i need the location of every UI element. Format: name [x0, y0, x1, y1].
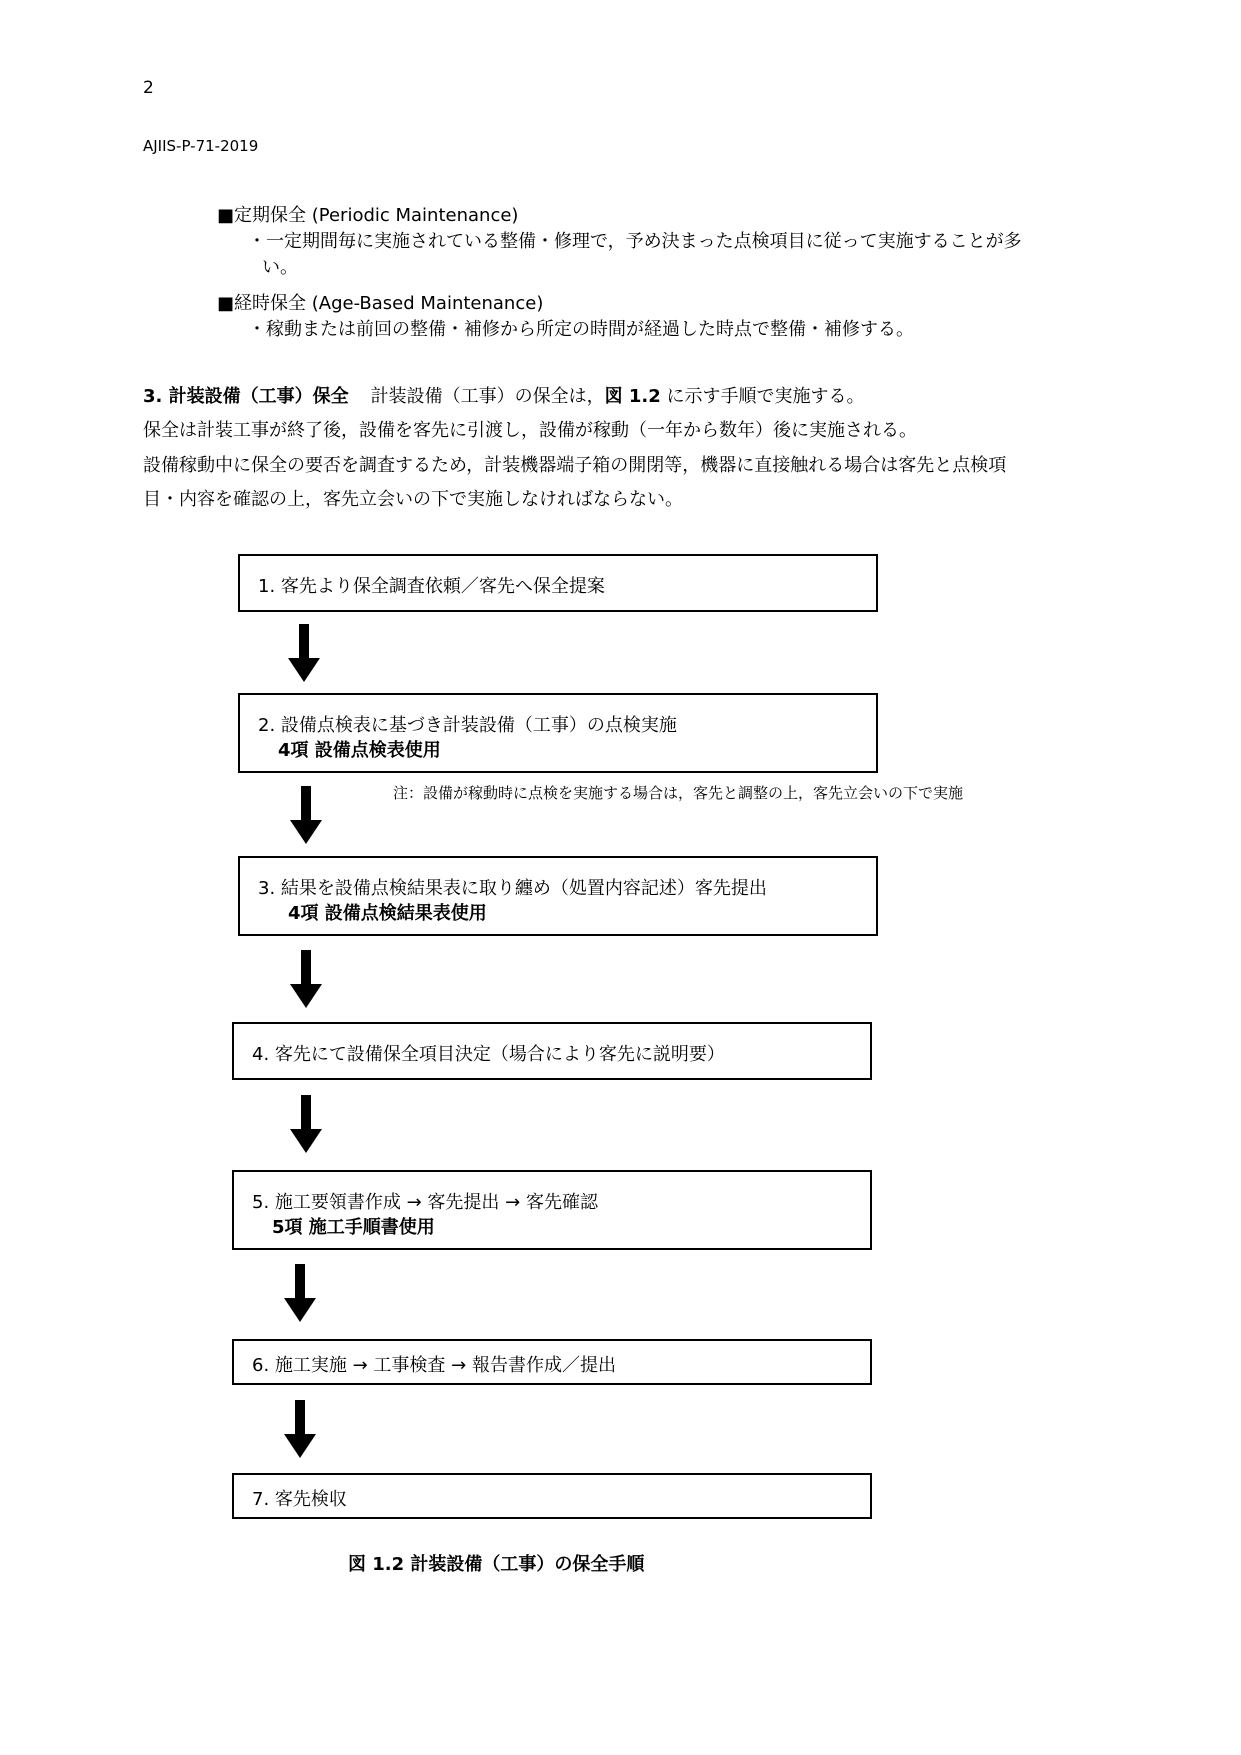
definition-bullet-age-based: ・稼動または前回の整備・補修から所定の時間が経過した時点で整備・補修する。: [248, 319, 914, 340]
flow-step-4-text: 4. 客先にて設備保全項目決定（場合により客先に説明要）: [252, 1044, 725, 1065]
flow-note: 注：設備が稼動時に点検を実施する場合は，客先と調整の上，客先立会いの下で実施: [393, 784, 964, 802]
page-number: 2: [143, 78, 154, 98]
flow-step-1: [238, 554, 878, 612]
section3-paragraph3-line2: 目・内容を確認の上，客先立会いの下で実施しなければならない。: [143, 489, 683, 510]
flow-step-5-text: 5. 施工要領書作成 → 客先提出 → 客先確認: [252, 1192, 598, 1213]
definition-bullet-periodic-line1: ・一定期間毎に実施されている整備・修理で，予め決まった点検項目に従って実施することが多: [248, 231, 1022, 252]
section3-paragraph2: 保全は計装工事が終了後，設備を客先に引渡し，設備が稼動（一年から数年）後に実施される。: [143, 420, 917, 441]
definition-bullet-periodic-line2: い。: [262, 257, 298, 278]
flow-step-2: [238, 693, 878, 773]
figure-reference: 図 1.2: [604, 386, 661, 407]
down-arrow-icon: [280, 1264, 320, 1324]
section3-lead-after: に示す手順で実施する。: [660, 386, 865, 407]
flow-step-7: [232, 1473, 872, 1519]
section3-lead-before: 計装設備（工事）の保全は，: [370, 386, 605, 407]
definition-term-age-based: ■経時保全 (Age-Based Maintenance): [217, 293, 544, 314]
down-arrow-icon: [286, 950, 326, 1010]
section3-lead: [143, 382, 865, 408]
flow-step-7-text: 7. 客先検収: [252, 1489, 347, 1510]
down-arrow-icon: [286, 786, 326, 846]
flow-step-2-text: 2. 設備点検表に基づき計装設備（工事）の点検実施: [258, 715, 677, 736]
flow-step-5-subtext: 5項 施工手順書使用: [272, 1217, 435, 1238]
flow-step-5: [232, 1170, 872, 1250]
flow-step-3: [238, 856, 878, 936]
section3-heading: 3. 計装設備（工事）保全: [143, 386, 349, 407]
flow-step-4: [232, 1022, 872, 1080]
document-id: AJIIS-P-71-2019: [143, 137, 259, 155]
flow-step-3-text: 3. 結果を設備点検結果表に取り纏め（処置内容記述）客先提出: [258, 878, 767, 899]
section3-paragraph3-line1: 設備稼動中に保全の要否を調査するため，計装機器端子箱の開閉等，機器に直接触れる場合は客先と点検項: [143, 455, 1007, 476]
down-arrow-icon: [284, 624, 324, 684]
figure-caption: 図 1.2 計装設備（工事）の保全手順: [348, 1554, 645, 1575]
definition-term-periodic: ■定期保全 (Periodic Maintenance): [217, 205, 519, 226]
down-arrow-icon: [286, 1095, 326, 1155]
flow-step-6: [232, 1339, 872, 1385]
flow-step-6-text: 6. 施工実施 → 工事検査 → 報告書作成／提出: [252, 1355, 616, 1376]
flow-step-2-subtext: 4項 設備点検表使用: [278, 740, 441, 761]
flow-step-3-subtext: 4項 設備点検結果表使用: [288, 903, 487, 924]
down-arrow-icon: [280, 1400, 320, 1460]
flow-step-1-text: 1. 客先より保全調査依頼／客先へ保全提案: [258, 576, 605, 597]
